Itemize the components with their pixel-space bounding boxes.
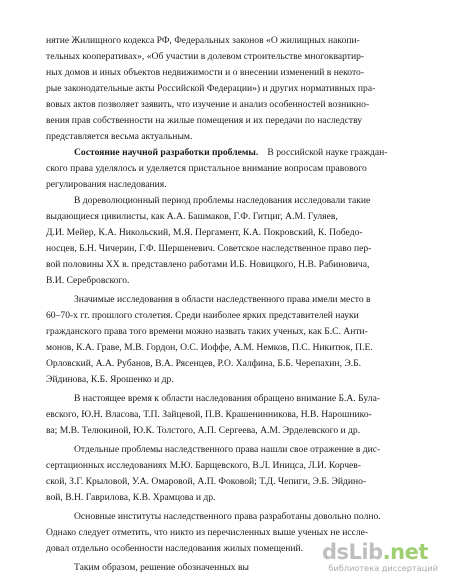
text-line: вовых актов позволяет заявить, что изучение и анализ особенностей возникно- [46,99,370,110]
text-line: гражданского права того времени можно назвать таких ученых, как Б.С. Анти- [46,326,368,337]
text-line: довал отдельно особенности наследования жилых помещений. [46,543,304,554]
text-line: 60–70-х гг. прошлого столетия. Среди наиболее ярких представителей науки [46,310,359,321]
text-line: Отдельные проблемы наследственного права нашли свое отражение в дис- [74,444,381,455]
text-line: рые законодательные акты Российской Федерации») и других нормативных пра- [46,83,376,94]
section-heading: Состояние научной разработки проблемы. [74,147,259,158]
text-line: В.И. Серебровского. [46,275,130,286]
text-line: В дореволюционный период проблемы наследования исследовали такие [74,195,371,206]
text-line: Однако следует отметить, что никто из перечисленных выше ученых не иссле- [46,527,369,538]
text-line: Д.И. Мейер, К.А. Никольский, М.Я. Пергамент, К.А. Покровский, К. Победо- [46,227,363,238]
watermark-subtitle: библиотека диссертаций [328,563,438,573]
text-line: носцев, Б.Н. Чичерин, Г.Ф. Шершеневич. Советское наследственное право пер- [46,243,372,254]
text-line: В настоящее время к области наследования обращено внимание Б.А. Була- [74,393,381,404]
text-line: Состояние научной разработки проблемы. В российской науке граждан- [74,147,388,158]
text-line: Орловский, А.А. Рубанов, В.А. Рясенцев, Р.О. Халфина, Б.Б. Черепахин, Э.Б. [46,358,361,369]
text-line: Значимые исследования в области наследственного права имели место в [74,294,371,305]
site-watermark [322,540,438,574]
text-line: регулирования наследования. [46,179,167,190]
text-line: вой, В.Н. Гаврилова, К.В. Храмцова и др. [46,492,216,503]
text-line: монов, К.А. Граве, М.В. Гордон, О.С. Иоффе, А.М. Немков, П.С. Никитюк, П.Е. [46,342,373,353]
text-line: ва; М.В. Телюкиной, Ю.К. Толстого, А.П. Сергеева, А.М. Эрделевского и др. [46,425,361,436]
text-line: вой половины XX в. представлено работами И.Б. Новицкого, Н.В. Рабиновича, [46,259,370,270]
text-line: евского, Ю.Н. Власова, Т.П. Зайцевой, П.В. Крашенинникова, Н.В. Нарошнико- [46,409,372,420]
text-line: ского права уделялось и уделяется пристальное внимание вопросам правового [46,163,367,174]
text-line: ных домов и иных объектов недвижимости и о внесении изменений в некото- [46,67,365,78]
text-line: выдающиеся цивилисты, как А.А. Башмаков, Г.Ф. Гитциг, А.М. Гуляев, [46,211,338,222]
text-line: нятие Жилищного кодекса РФ, Федеральных законов «О жилищных накопи- [46,35,360,46]
text-line: Таким образом, решение обозначенных вы [74,562,249,573]
text-line: вения прав собственности на жилые помещения и их передачи по наследству [46,115,363,126]
text-line: сертационных исследованиях М.Ю. Барщевского, В.Л. Иницса, Л.И. Корчев- [46,460,361,471]
text-line: тельных кооперативах», «Об участии в долевом строительстве многоквартир- [46,51,365,62]
text-line: Основные институты наследственного права разработаны довольно полно. [74,511,381,522]
text-line: ской, З.Г. Крыловой, У.А. Омаровой, А.П. Фоковой; Т.Д. Чепиги, Э.Б. Эйдино- [46,476,367,487]
text-line: представляется весьма актуальным. [46,131,193,142]
text-line: Эйдинова, К.Б. Ярошенко и др. [46,374,174,385]
dslib-logo: dsLib.net [322,540,428,564]
